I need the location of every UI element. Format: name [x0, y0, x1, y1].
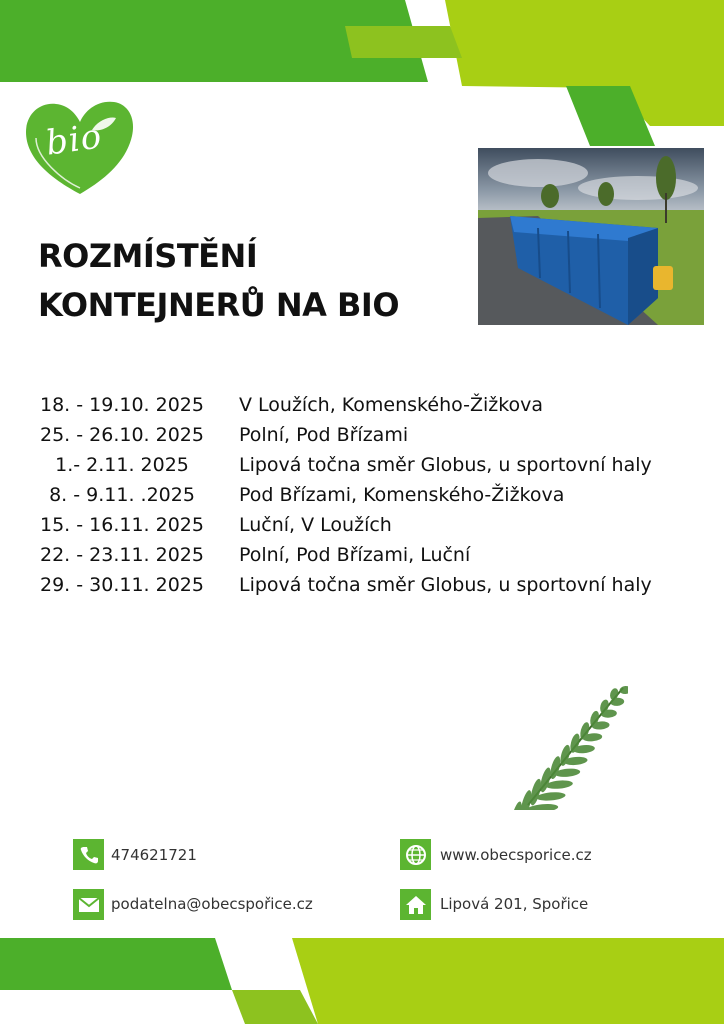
schedule-date: 15. - 16.11. 2025	[40, 514, 204, 536]
blue-container-photo	[478, 148, 704, 325]
schedule-place: Lipová točna směr Globus, u sportovní haly	[239, 454, 652, 476]
schedule-date: 22. - 23.11. 2025	[40, 544, 204, 566]
schedule-place: Polní, Pod Břízami	[239, 424, 409, 446]
bottom-band-lime	[292, 938, 724, 1024]
schedule-date: 25. - 26.10. 2025	[40, 424, 204, 446]
page-title	[38, 232, 438, 330]
title-line-1: ROZMÍSTĚNÍ	[38, 237, 258, 275]
schedule-place: Polní, Pod Břízami, Luční	[239, 544, 471, 566]
schedule-row	[0, 510, 724, 540]
schedule-row	[0, 450, 724, 480]
globe-icon	[400, 839, 431, 870]
address-text: Lipová 201, Spořice	[440, 895, 589, 913]
fern-leaflet	[545, 779, 573, 789]
fern-leaflet	[536, 791, 566, 802]
schedule-place: V Loužích, Komenského-Žižkova	[239, 394, 544, 416]
home-icon	[400, 889, 431, 920]
schedule-row	[0, 570, 724, 600]
top-band-mid	[345, 26, 462, 58]
fern-leaflet	[619, 686, 628, 695]
website-link[interactable]: www.obecsporice.cz	[440, 846, 592, 864]
schedule-row	[0, 420, 724, 450]
fern-leaf-icon	[498, 680, 628, 810]
schedule-row	[0, 480, 724, 510]
title-line-2: KONTEJNERŮ NA BIO	[38, 286, 400, 324]
schedule-date: 18. - 19.10. 2025	[40, 394, 204, 416]
phone-icon	[73, 839, 104, 870]
schedule-date: 8. - 9.11. .2025	[49, 484, 195, 506]
schedule-row	[0, 540, 724, 570]
schedule-place: Luční, V Loužích	[239, 514, 392, 536]
schedule-date: 29. - 30.11. 2025	[40, 574, 204, 596]
schedule-place: Lipová točna směr Globus, u sportovní haly	[239, 574, 652, 596]
bottom-band-dark	[0, 938, 232, 990]
envelope-icon	[73, 889, 104, 920]
schedule-list	[0, 390, 724, 600]
bottom-band-mid	[232, 990, 318, 1024]
email-link[interactable]: podatelna@obecspořice.cz	[111, 895, 313, 913]
schedule-row	[0, 390, 724, 420]
schedule-date: 1.- 2.11. 2025	[55, 454, 189, 476]
logo-text: bio	[43, 116, 105, 164]
schedule-place: Pod Břízami, Komenského-Žižkova	[239, 484, 565, 506]
phone-number[interactable]: 474621721	[111, 846, 197, 864]
